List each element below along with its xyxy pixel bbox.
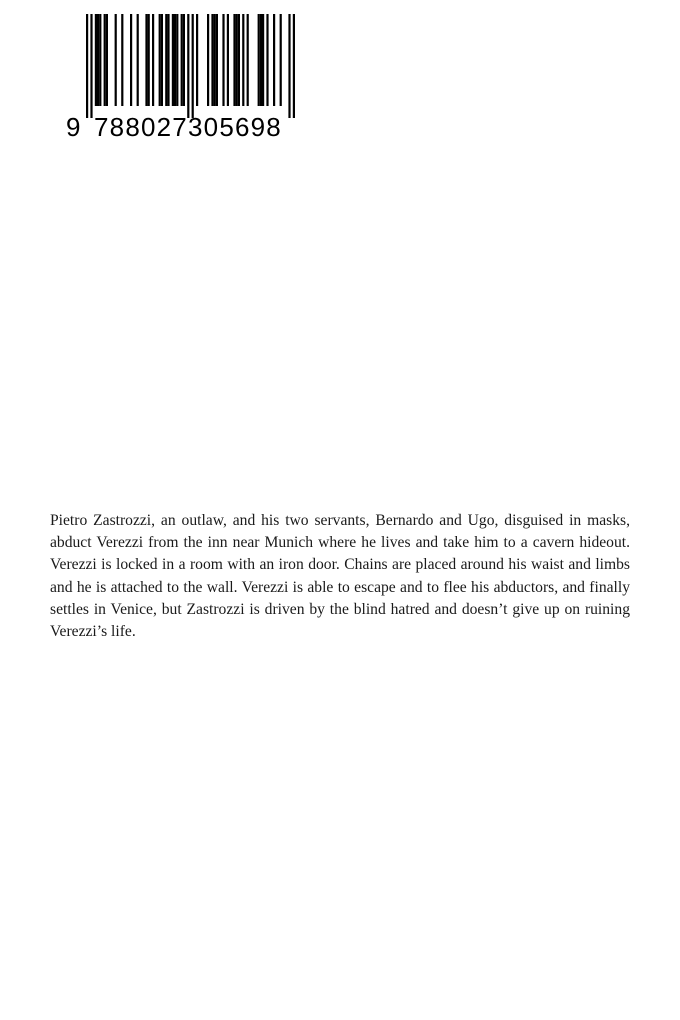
barcode-bar [260, 14, 262, 106]
barcode-bar [236, 14, 238, 106]
barcode-bar [183, 14, 185, 106]
barcode-bar [222, 14, 224, 106]
back-cover-blurb: Pietro Zastrozzi, an outlaw, and his two servants, Bernardo and Ugo, disguised in masks, abduct Verezzi from the inn near Munich where he lives and take him to a cavern hideout. Verezzi is locked in a room with an iron door. Chains are placed around his waist and limbs and he is attached to the wall. Verezzi is able to escape and to flee his abductors, and finally settles in Venice, but Zastrozzi is driven by the blind hatred and doesn’t give up on ruining Verezzi’s life. [50, 512, 630, 641]
barcode-digit-first: 9 [66, 112, 81, 142]
barcode-bar [211, 14, 213, 106]
barcode-bar [167, 14, 169, 106]
barcode-guard-bar [86, 14, 88, 118]
barcode-guard-bar [288, 14, 290, 118]
barcode-bar [273, 14, 275, 106]
barcode-bar [115, 14, 117, 106]
barcode-bar [95, 14, 97, 106]
barcode-bar [233, 14, 235, 106]
barcode-bar [227, 14, 229, 106]
barcode-bar [258, 14, 260, 106]
barcode-digits-right: 305698 [188, 112, 282, 142]
barcode-bar [130, 14, 132, 106]
barcode-digits [64, 112, 296, 142]
barcode-bar [152, 14, 154, 106]
barcode-bar [247, 14, 249, 106]
barcode-bar [181, 14, 183, 106]
barcode-bar [266, 14, 268, 106]
barcode-bar [165, 14, 167, 106]
barcode-bar [207, 14, 209, 106]
barcode-bar [242, 14, 244, 106]
barcode-bar [196, 14, 198, 106]
barcode-bar [145, 14, 147, 106]
barcode-digits-left: 788027 [94, 112, 188, 142]
barcode-bar [148, 14, 150, 106]
barcode-bar [137, 14, 139, 106]
barcode-bar [280, 14, 282, 106]
barcode-bars [64, 14, 296, 118]
barcode-bar [262, 14, 264, 106]
barcode-bar [121, 14, 123, 106]
barcode-bar [99, 14, 101, 106]
barcode-bar [176, 14, 178, 106]
barcode-bar [238, 14, 240, 106]
barcode-bar [172, 14, 174, 106]
barcode-guard-bar [90, 14, 92, 118]
barcode-bar [159, 14, 161, 106]
barcode-bar [216, 14, 218, 106]
barcode-bar [97, 14, 99, 106]
barcode-bar [161, 14, 163, 106]
barcode-guard-bar [293, 14, 295, 118]
barcode-bar [106, 14, 108, 106]
barcode [64, 14, 296, 142]
barcode-guard-bar [187, 14, 189, 118]
barcode-bar [174, 14, 176, 106]
barcode-guard-bar [192, 14, 194, 118]
barcode-bar [214, 14, 216, 106]
barcode-bar [104, 14, 106, 106]
